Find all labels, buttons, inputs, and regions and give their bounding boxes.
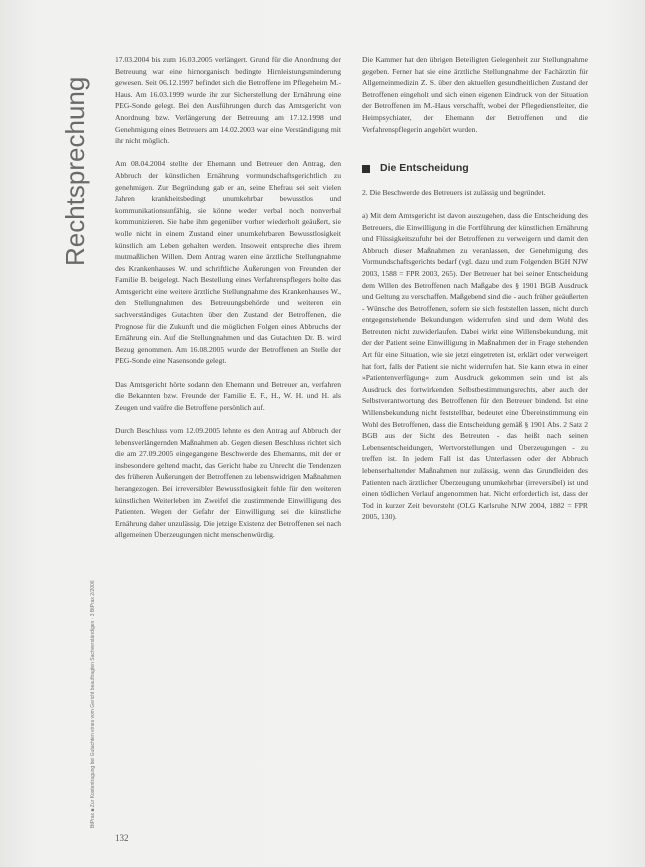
paragraph: Das Amtsgericht hörte sodann den Ehemann und Betreuer an, verfahren die Bekannten bzw. Freunde der Familie E. F., H., W. H. und H. als Zeugen und vaüfre die Betroffene persönlich auf. <box>115 379 341 412</box>
paragraph: Am 08.04.2004 stellte der Ehemann und Betreuer den Antrag, den Abbruch der künstlichen Ernährung vormundschaftsgerichtlich zu genehmigen. Zur Begründung gab er an, seine Ehefrau sei seit vielen Jahren krankheitsbedingt unumkehrbar bewusstlos und kommunikationsunfähig, sie könne weder verbal noch nonverbal kommunizieren. Sie habe ihm gegenüber vorher wiederholt geäußert, sie wolle nicht in einem Zustand einer unumkehrbaren Bewusstlosigkeit künstlich am Leben gehalten werden. Insoweit entspreche dies ihrem mutmaßlichen Willen. Dem Antrag waren eine ärztliche Stellungnahme des Krankenhauses W. und schriftliche Äußerungen von Freunden der Familie B. beigelegt. Nach Bestellung eines Verfahrenspflegers holte das Amtsgericht eine weitere ärztliche Stellungnahme des Krankenhauses W., den Stellungnahmen des Betreuungsbehörde und weiteren ein sachverständiges Gutachten über den Zustand der Betroffenen, die Prognose für die Zukunft und die möglichen Folgen eines Abbruchs der Ernährung ein. Auf die Stellungnahmen und das Gutachten Dr. B. wird Bezug genommen. Am 16.08.2005 wurde der Betroffenen an Stelle der PEG-Sonde eine Nasensonde gelegt. <box>115 159 341 366</box>
rubric-svg <box>54 70 94 270</box>
right-column <box>362 54 588 535</box>
paragraph: Durch Beschluss vom 12.09.2005 lehnte es den Antrag auf Abbruch der lebensverlängernden Maßnahmen ab. Gegen diesen Beschluss richtet sich die am 27.09.2005 eingegangene Beschwerde des Ehemanns, mit der er insbesondere geltend macht, das Gericht habe zu Unrecht die Tendenzen des früheren Äußerungen der Betroffenen zu lebenswidrigen Maßnahmen herangezogen. Bei irreversibler Bewusstlosigkeit fehle für den weiteren künstlichen Weiterleben im Zweifel die zustimmende Einwilligung des Patienten. Wegen der Gefahr der Einwilligung sei die künstliche Ernährung daher unzulässig. Die jetzige Existenz der Betroffenen sei nach allgemeinen Überzeugungen nicht menschenwürdig. <box>115 426 341 540</box>
paragraph: 2. Die Beschwerde des Betreuers ist zulässig und begründet. <box>362 187 546 197</box>
paragraph: 17.03.2004 bis zum 16.03.2005 verlängert. Grund für die Anordnung der Betreuung war eine hirnorganisch bedingte Hirnleistungsminderung gewesen. Seit 06.12.1997 befindet sich die Betroffene im Pflegeheim M.-Haus. Am 16.03.1999 wurde ihr zur Sicherstellung der Ernährung eine PEG-Sonde gelegt. Bei den Ausführungen durch das Amtsgericht von Anordnung bzw. Verlängerung der Betreuung am 17.12.1998 und Genehmigung eines Betreuers am 14.02.2003 war eine Verständigung mit ihr nicht möglich. <box>115 55 341 146</box>
section-heading-label: Die Entscheidung <box>380 162 469 175</box>
paragraph: Die Kammer hat den übrigen Beteiligten Gelegenheit zur Stellungnahme gegeben. Ferner hat sie eine ärztliche Stellungnahme der Fachärztin für Allgemeinmedizin Z. S. über den aktuellen gesundheitlichen Zustand der Betroffenen eingeholt und sich einen eigenen Eindruck von der Situation der Betroffenen im M.-Haus verschafft, wobei der Pflegedienstleiter, die Heimpsychiater, der Ehemann der Betroffenen und die Verfahrenspflegerin angehört wurden. <box>362 55 588 134</box>
page-number: 132 <box>115 833 129 843</box>
side-note-text: BtPrax ■ Zur Kostentragung bei Gutachten eines vom Gericht beauftragten Sachverständigen · 3 BtPrax 2/2006 <box>90 580 96 828</box>
section-heading <box>362 163 588 175</box>
side-note <box>84 470 98 830</box>
left-column <box>115 54 341 553</box>
paragraph: a) Mit dem Amtsgericht ist davon auszugehen, dass die Entscheidung des Betreuers, die Einwilligung in die Fortführung der künstlichen Ernährung und Flüssigkeitszufuhr bei der Betroffenen zu verweigern und damit den Abbruch dieser Maßnahmen zu veranlassen, der Genehmigung des Vormundschaftsgerichts bedarf (vgl. dazu und zum Folgenden BGH NJW 2003, 1588 = FPR 2003, 265). Der Betreuer hat bei seiner Entscheidung dem Willen des Betroffenen nach Maßgabe des § 1901 BGB Ausdruck und Geltung zu verschaffen. Maßgebend sind die - auch früher geäußerten - Wünsche des Betroffenen, sofern sie sich feststellen lassen, nicht durch entgegenstehende Bekundungen widerrufen sind und dem Wohl des Betreuten nicht zuwiderlaufen. Dabei wirkt eine Willensbekundung, mit der der Patient seine Einwilligung in Maßnahmen der in Frage stehenden Art für eine Situation, wie sie jetzt eingetreten ist, erklärt oder verweigert hat fort, falls der Patient sie nicht widerrufen hat. Sie kann etwa in einer »Patientenverfügung« zum Ausdruck gekommen sein und ist als Ausdruck des fortwirkenden Selbstbestimmungsrechts, aber auch der Selbstverantwortung des Betroffenen für den Betreuer bindend. Ist eine Willensbekundung nicht feststellbar, bedeutet eine Übereinstimmung ein Wohl des Betroffenen, dass die Entscheidung gemäß § 1901 Abs. 2 Satz 2 BGB aus der Sicht des Betreuten - das heißt nach seinen Lebensentscheidungen, Wertvorstellungen und Überzeugungen - zu treffen ist. In jedem Fall ist das Unterlassen oder der Abbruch lebenserhaltender Maßnahmen nur zulässig, wenn das Grundleiden des Patienten nach ärztlicher Überzeugung unumkehrbar (irreversibel) ist und einen tödlichen Verlauf angenommen hat. Nicht erforderlich ist, dass der Tod in kurzer Zeit bevorsteht (OLG Karlsruhe NJW 2004, 1882 = FPR 2005, 130). <box>362 210 588 522</box>
square-bullet-icon <box>362 165 370 173</box>
side-note-svg <box>84 470 98 830</box>
section-rubric <box>54 70 94 270</box>
rubric-label: Rechtsprechung <box>60 76 90 266</box>
